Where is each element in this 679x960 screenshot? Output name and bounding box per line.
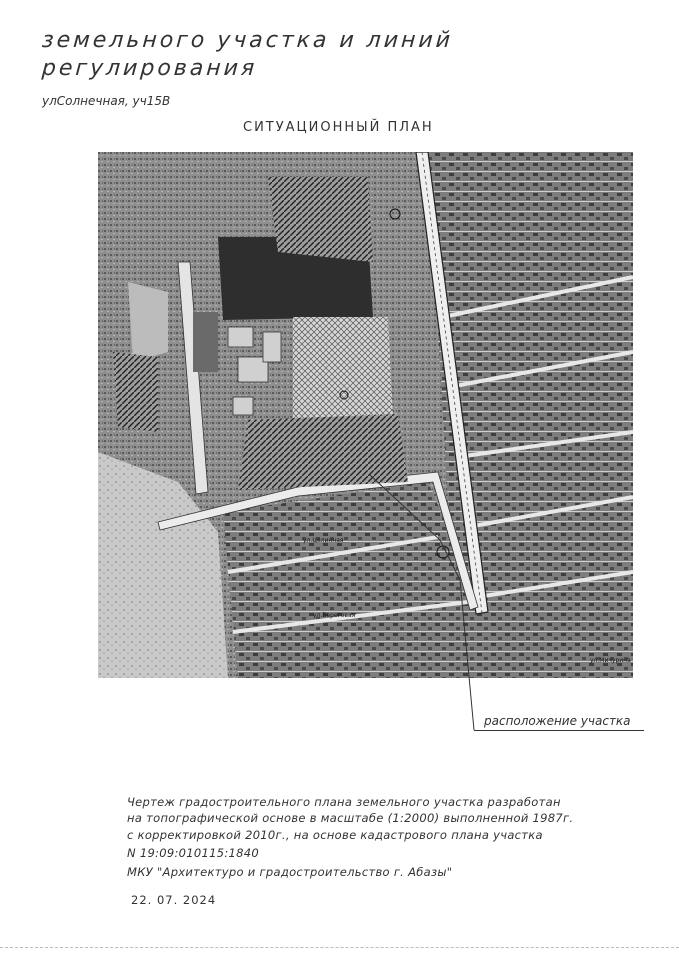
note-line-3: с корректировкой 2010г., на основе кадастрового плана участка (127, 828, 543, 842)
location-label: расположение участка (484, 714, 631, 728)
document-title-line-2: регулирования (41, 56, 259, 81)
plan-title: СИТУАЦИОННЫЙ ПЛАН (243, 120, 434, 135)
page-bottom-edge (0, 947, 679, 948)
address-label: улСолнечная, уч15В (42, 94, 171, 108)
note-line-5: МКУ "Архитектуро и градостроительство г. Абазы" (127, 865, 453, 879)
street-label: ул.Береговая (313, 612, 356, 619)
map-graphic (98, 152, 633, 678)
document-date: 22. 07. 2024 (131, 893, 217, 907)
street-label: ул.Целинная (303, 537, 344, 544)
note-line-2: на топографической основе в масштабе (1:2000) выполненной 1987г. (127, 811, 574, 825)
situation-plan-map (98, 152, 633, 678)
document-title-line-1: земельного участка и линий (41, 28, 454, 53)
street-label: ул.Мичурина (590, 657, 631, 664)
note-line-1: Чертеж градостроительного плана земельного участка разработан (127, 795, 561, 809)
location-label-underline (474, 730, 644, 731)
note-line-4: N 19:09:010115:1840 (127, 846, 260, 860)
